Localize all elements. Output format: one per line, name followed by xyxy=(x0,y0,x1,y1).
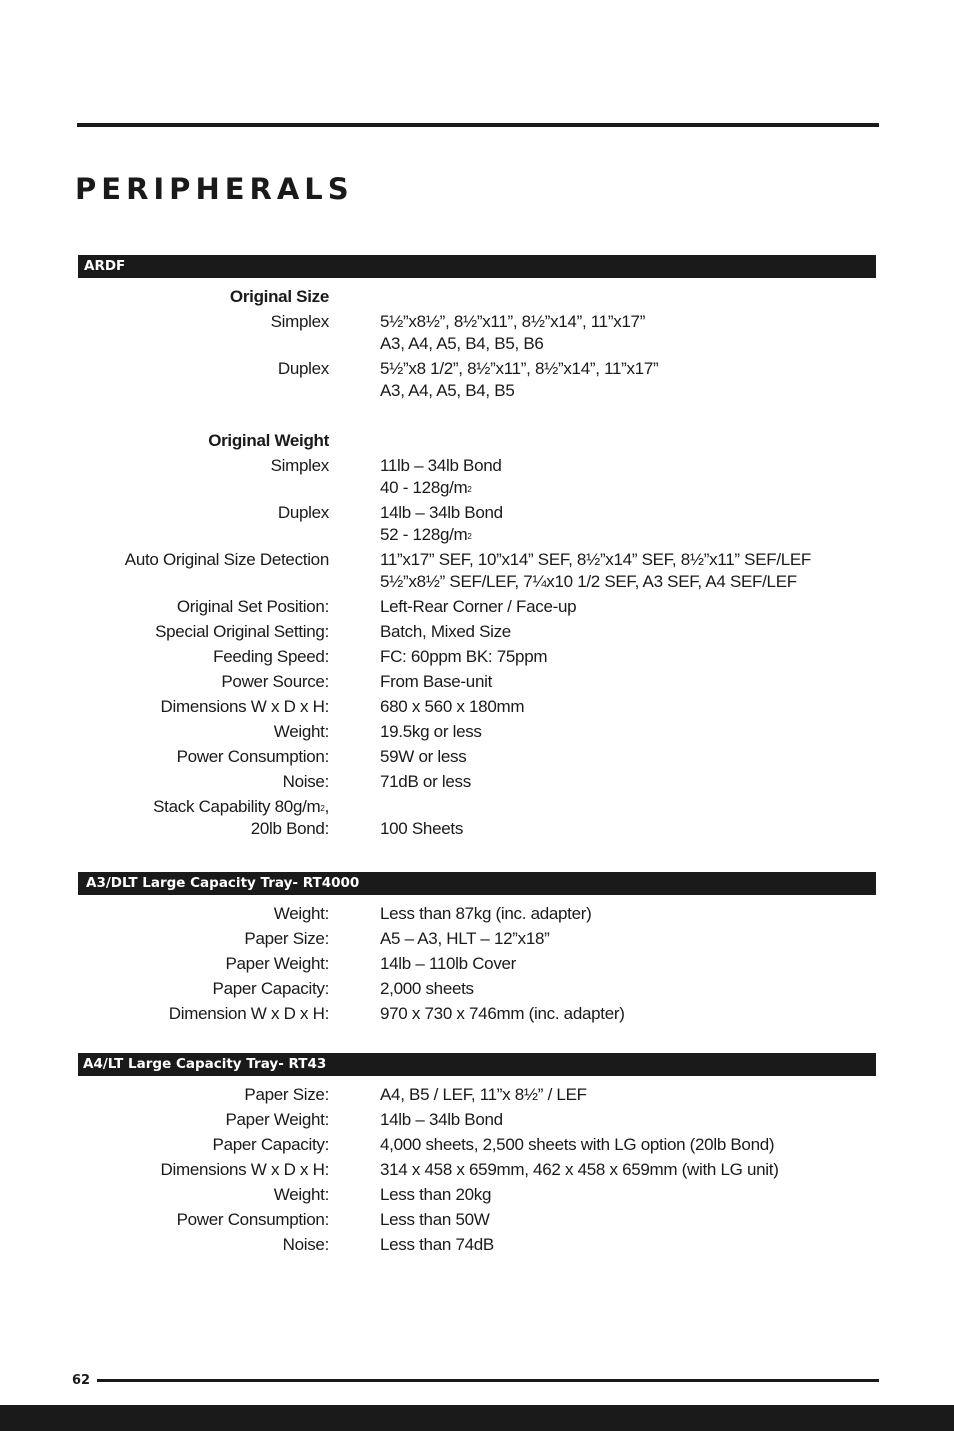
section-header-rt43: A4/LT Large Capacity Tray- RT43 xyxy=(78,1053,876,1076)
spec-row xyxy=(78,903,876,925)
spec-value: A5 – A3, HLT – 12”x18” xyxy=(380,929,550,948)
spec-row xyxy=(78,477,876,499)
spec-value: Left-Rear Corner / Face-up xyxy=(380,597,577,616)
spec-value: 314 x 458 x 659mm, 462 x 458 x 659mm (with LG unit) xyxy=(380,1160,779,1179)
spec-value: 970 x 730 x 746mm (inc. adapter) xyxy=(380,1004,625,1023)
spec-label: Power Consumption: xyxy=(176,747,329,766)
spec-row xyxy=(78,1084,876,1106)
spec-label: Noise: xyxy=(282,772,329,791)
spec-value: A4, B5 / LEF, 11”x 8½” / LEF xyxy=(380,1085,587,1104)
spec-label: Paper Weight: xyxy=(225,1110,329,1129)
spec-value: 11”x17” SEF, 10”x14” SEF, 8½”x14” SEF, 8½”x11” SEF/LEF xyxy=(380,550,812,569)
spec-row xyxy=(78,978,876,1000)
superscript: 2 xyxy=(467,485,472,494)
spec-label: Power Consumption: xyxy=(176,1210,329,1229)
spec-row xyxy=(78,818,876,840)
rt43-spec-list xyxy=(78,1076,876,1256)
spec-label: Power Source: xyxy=(221,672,329,691)
spec-row xyxy=(78,358,876,380)
spec-value: 14lb – 34lb Bond xyxy=(380,1110,503,1129)
spec-label: Paper Capacity: xyxy=(212,979,329,998)
spec-row xyxy=(78,1003,876,1025)
spec-row xyxy=(78,1209,876,1231)
spec-label: Paper Weight: xyxy=(225,954,329,973)
spec-row xyxy=(78,771,876,793)
spec-value: 4,000 sheets, 2,500 sheets with LG option (20lb Bond) xyxy=(380,1135,775,1154)
spec-label: Feeding Speed: xyxy=(213,647,329,666)
spec-value: Less than 50W xyxy=(380,1210,490,1229)
spec-value: Less than 87kg (inc. adapter) xyxy=(380,904,592,923)
section-header-ardf: ARDF xyxy=(78,255,876,278)
spec-heading: Original Size xyxy=(229,287,329,306)
spec-row xyxy=(78,286,876,308)
spec-row xyxy=(78,380,876,402)
spec-label: Duplex xyxy=(277,503,329,522)
bottom-band xyxy=(0,1405,954,1431)
spec-row xyxy=(78,621,876,643)
spec-label: Paper Capacity: xyxy=(212,1135,329,1154)
section-header-rt4000: A3/DLT Large Capacity Tray- RT4000 xyxy=(78,872,876,895)
spec-label: Weight: xyxy=(273,904,329,923)
spec-row xyxy=(78,430,876,452)
spec-row xyxy=(78,746,876,768)
spec-row xyxy=(78,1159,876,1181)
spec-row xyxy=(78,646,876,668)
spec-label: Special Original Setting: xyxy=(155,622,329,641)
spec-row xyxy=(78,721,876,743)
spec-row xyxy=(78,455,876,477)
spec-value: 11lb – 34lb Bond xyxy=(380,456,502,475)
spec-value: 5½”x8 1/2”, 8½”x11”, 8½”x14”, 11”x17” xyxy=(380,359,659,378)
footer-rule xyxy=(97,1379,879,1382)
spec-value: FC: 60ppm BK: 75ppm xyxy=(380,647,548,666)
spec-row xyxy=(78,1234,876,1256)
spec-row xyxy=(78,502,876,524)
spec-label: Dimensions W x D x H: xyxy=(160,697,329,716)
top-rule xyxy=(77,123,879,127)
spec-label: Duplex xyxy=(277,359,329,378)
page-number: 62 xyxy=(72,1373,91,1388)
spec-value: 14lb – 110lb Cover xyxy=(380,954,517,973)
spec-value: 100 Sheets xyxy=(380,819,464,838)
spec-value: 19.5kg or less xyxy=(380,722,482,741)
spec-value: Less than 20kg xyxy=(380,1185,492,1204)
spec-row xyxy=(78,571,876,593)
superscript: 2 xyxy=(467,532,472,541)
spec-label: Paper Size: xyxy=(244,1085,329,1104)
spec-row xyxy=(78,696,876,718)
spec-label: Dimension W x D x H: xyxy=(168,1004,329,1023)
spec-row xyxy=(78,1134,876,1156)
spec-label: Dimensions W x D x H: xyxy=(160,1160,329,1179)
section-rt4000 xyxy=(78,872,876,1025)
section-rt43 xyxy=(78,1053,876,1256)
spec-label: Auto Original Size Detection xyxy=(124,550,329,569)
spec-value: From Base-unit xyxy=(380,672,493,691)
spec-row xyxy=(78,1184,876,1206)
spec-value: 2,000 sheets xyxy=(380,979,474,998)
ardf-spec-list xyxy=(78,278,876,840)
spec-value: 14lb – 34lb Bond xyxy=(380,503,503,522)
spec-value: A3, A4, A5, B4, B5 xyxy=(380,381,515,400)
spec-row xyxy=(78,311,876,333)
spec-row xyxy=(78,671,876,693)
spec-heading: Original Weight xyxy=(208,431,329,450)
spec-value: Batch, Mixed Size xyxy=(380,622,511,641)
spec-row xyxy=(78,333,876,355)
spec-value: 71dB or less xyxy=(380,772,471,791)
spec-row xyxy=(78,928,876,950)
spec-value: 680 x 560 x 180mm xyxy=(380,697,525,716)
spec-value: Less than 74dB xyxy=(380,1235,494,1254)
spec-row xyxy=(78,1109,876,1131)
spec-label: Paper Size: xyxy=(244,929,329,948)
spec-row xyxy=(78,549,876,571)
spec-label: Simplex xyxy=(270,456,329,475)
spec-value: 5½”x8½” SEF/LEF, 7¼x10 1/2 SEF, A3 SEF, A4 SEF/LEF xyxy=(380,572,797,591)
spec-value: 59W or less xyxy=(380,747,467,766)
spec-label: Stack Capability $80g/m^2$, xyxy=(153,797,329,816)
spec-label: Weight: xyxy=(273,1185,329,1204)
spec-label: Weight: xyxy=(273,722,329,741)
rt4000-spec-list xyxy=(78,895,876,1025)
spec-row xyxy=(78,524,876,546)
spec-value: 5½”x8½”, 8½”x11”, 8½”x14”, 11”x17” xyxy=(380,312,646,331)
spec-value: $52 - 128g/m^2$ xyxy=(380,525,472,544)
superscript: 2 xyxy=(320,804,325,813)
spec-value: A3, A4, A5, B4, B5, B6 xyxy=(380,334,544,353)
spec-label: Simplex xyxy=(270,312,329,331)
spec-row xyxy=(78,953,876,975)
page-title: PERIPHERALS xyxy=(75,172,354,206)
section-ardf xyxy=(78,255,876,840)
spec-row xyxy=(78,596,876,618)
spec-label: Original Set Position: xyxy=(176,597,329,616)
spec-value: $40 - 128g/m^2$ xyxy=(380,478,472,497)
spec-label: 20lb Bond: xyxy=(250,819,329,838)
spec-row xyxy=(78,796,876,818)
spec-label: Noise: xyxy=(282,1235,329,1254)
